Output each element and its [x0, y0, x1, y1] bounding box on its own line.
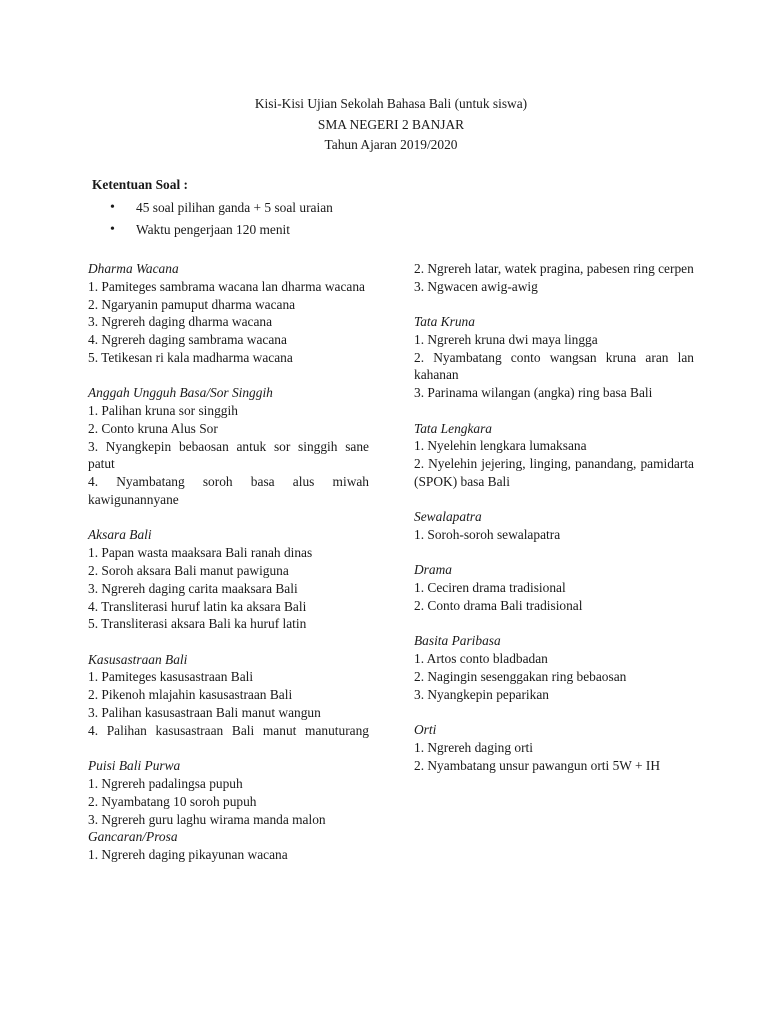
- section-title: Sewalapatra: [414, 509, 482, 525]
- list-item: 5. Tetikesan ri kala madharma wacana: [88, 349, 293, 365]
- list-item: 1. Soroh-soroh sewalapatra: [414, 527, 561, 543]
- list-item: 3. Parinama wilangan (angka) ring basa Bali: [414, 385, 653, 401]
- list-item: 1. Ngrereh padalingsa pupuh: [88, 775, 243, 791]
- section-title: Puisi Bali Purwa: [88, 758, 181, 774]
- list-item: 2. Nyambatang conto wangsan kruna aran lan kahanan: [414, 349, 694, 383]
- list-item: 2. Conto kruna Alus Sor: [88, 420, 218, 436]
- right-column: [414, 260, 694, 792]
- list-item: 1. Ngrereh daging pikayunan wacana: [88, 847, 288, 863]
- list-item: 2. Ngrereh latar, watek pragina, pabesen ring cerpen: [414, 261, 694, 276]
- section-gancaran-prosa: [88, 828, 369, 864]
- section-anggah-ungguh-basa: [88, 384, 369, 509]
- section-tata-kruna: [414, 313, 694, 402]
- section-puisi-bali-purwa: [88, 757, 369, 828]
- list-item: 3. Ngwacen awig-awig: [414, 278, 538, 294]
- list-item: 1. Artos conto bladbadan: [414, 651, 548, 667]
- section-aksara-bali: [88, 526, 369, 633]
- header-school: SMA NEGERI 2 BANJAR: [317, 116, 465, 132]
- section-title: Anggah Ungguh Basa/Sor Singgih: [88, 385, 273, 401]
- list-item: 1. Palihan kruna sor singgih: [88, 403, 238, 419]
- list-item: 1. Ngrereh daging orti: [414, 739, 533, 755]
- left-column: [88, 260, 369, 881]
- list-item: 3. Ngrereh daging carita maaksara Bali: [88, 580, 298, 596]
- header-title: Kisi-Kisi Ujian Sekolah Bahasa Bali (untuk siswa): [254, 96, 528, 111]
- section-title: Aksara Bali: [88, 527, 152, 543]
- list-item: 2. Soroh aksara Bali manut pawiguna: [88, 562, 289, 578]
- section-drama: [414, 561, 694, 614]
- section-title: Kasusastraan Bali: [88, 651, 188, 667]
- list-item: 1. Ceciren drama tradisional: [414, 580, 566, 596]
- section-title: Orti: [414, 721, 437, 737]
- list-item: 1. Papan wasta maaksara Bali ranah dinas: [88, 545, 313, 561]
- provisions-item: • 45 soal pilihan ganda + 5 soal uraian: [136, 197, 333, 219]
- section-tata-lengkara: [414, 420, 694, 491]
- list-item: 3. Nyangkepin peparikan: [414, 686, 549, 702]
- section-orti: [414, 721, 694, 774]
- list-item: 3. Ngrereh daging dharma wacana: [88, 314, 273, 330]
- section-title: Basita Paribasa: [414, 633, 501, 649]
- document-header: [0, 94, 768, 156]
- section-title: Tata Kruna: [414, 314, 475, 330]
- list-item: 2. Ngaryanin pamuput dharma wacana: [88, 296, 296, 312]
- list-item: 2. Nyelehin jejering, linging, panandang, pamidarta (SPOK) basa Bali: [414, 456, 694, 489]
- list-item: 3. Ngrereh guru laghu wirama manda malon: [88, 811, 326, 827]
- provisions-list: [92, 197, 333, 241]
- list-item: 2. Pikenoh mlajahin kasusastraan Bali: [88, 687, 293, 703]
- list-item: 1. Ngrereh kruna dwi maya lingga: [414, 331, 598, 347]
- list-item: 1. Pamiteges kasusastraan Bali: [88, 669, 254, 685]
- list-item: 5. Transliterasi aksara Bali ka huruf latin: [88, 616, 307, 632]
- list-item: 4. Transliterasi huruf latin ka aksara Bali: [88, 598, 307, 614]
- provisions-block: [92, 176, 333, 241]
- list-item: 1. Pamiteges sambrama wacana lan dharma wacana: [88, 278, 365, 294]
- list-item: 2. Conto drama Bali tradisional: [414, 597, 583, 613]
- list-item: 4. Palihan kasusastraan Bali manut manuturang: [88, 722, 369, 738]
- list-item: 2. Nyambatang 10 soroh pupuh: [88, 793, 257, 809]
- header-year: Tahun Ajaran 2019/2020: [324, 137, 458, 152]
- provisions-title: Ketentuan Soal :: [92, 177, 188, 192]
- section-title: Gancaran/Prosa: [88, 829, 178, 845]
- section-kasusastraan-bali: [88, 651, 369, 740]
- list-item: 3. Nyangkepin bebaosan antuk sor singgih sane patut: [88, 438, 369, 472]
- list-item: 2. Nyambatang unsur pawangun orti 5W + IH: [414, 757, 661, 773]
- section-sewalapatra: [414, 508, 694, 544]
- list-item: 4. Nyambatang soroh basa alus miwah kawigunannyane: [88, 474, 369, 508]
- section-gancaran-continued: [414, 260, 694, 296]
- list-item: 3. Palihan kasusastraan Bali manut wangun: [88, 705, 321, 721]
- list-item: 2. Nagingin sesenggakan ring bebaosan: [414, 668, 627, 684]
- section-basita-paribasa: [414, 632, 694, 703]
- section-title: Tata Lengkara: [414, 420, 493, 436]
- list-item: 1. Nyelehin lengkara lumaksana: [414, 438, 587, 454]
- section-title: Drama: [414, 562, 452, 578]
- provisions-item: • Waktu pengerjaan 120 menit: [136, 219, 333, 241]
- list-item: 4. Ngrereh daging sambrama wacana: [88, 332, 287, 348]
- section-dharma-wacana: [88, 260, 369, 367]
- section-title: Dharma Wacana: [88, 261, 179, 276]
